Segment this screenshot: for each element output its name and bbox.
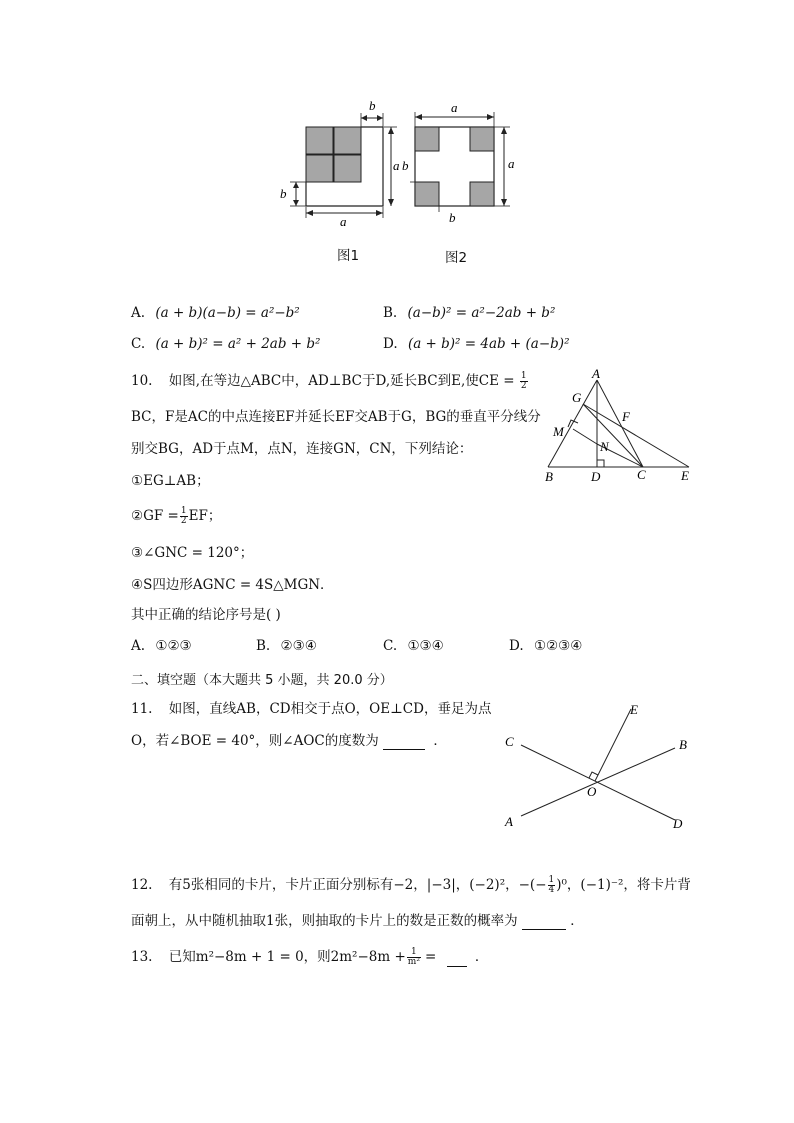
q12-answer-blank[interactable] xyxy=(522,915,566,930)
c2-post: EF； xyxy=(188,508,222,524)
q10-option-a[interactable] xyxy=(131,637,192,655)
q9-option-a[interactable] xyxy=(131,304,300,322)
q10-conclusion-3: ③∠GNC = 120°； xyxy=(131,545,254,561)
label-O: O xyxy=(587,784,597,799)
option-text: (a + b)² = 4ab + (a−b)² xyxy=(407,336,570,352)
q13-answer-blank[interactable] xyxy=(447,952,467,967)
q12-line1 xyxy=(131,876,691,895)
q10-number: 10. xyxy=(131,373,153,389)
q10-conclusion-4: ④S四边形AGNC = 4S△MGN． xyxy=(131,577,334,593)
q13-line-pre: 已知m²−8m + 1 = 0，则2m²−8m + xyxy=(168,949,406,965)
q12-line2-text: 面朝上，从中随机抽取1张，则抽取的卡片上的数是正数的概率为 xyxy=(131,913,518,929)
q11-line1 xyxy=(131,700,491,718)
q12-line1-post: )⁰，(−1)⁻²，将卡片背 xyxy=(556,877,691,893)
q13-line-end: ． xyxy=(474,949,489,965)
label-G: G xyxy=(572,390,582,405)
option-label: D. xyxy=(509,638,524,654)
q9-option-d[interactable] xyxy=(383,335,569,353)
option-label: D. xyxy=(383,336,398,352)
option-label: A. xyxy=(131,638,146,654)
q11-line2 xyxy=(131,732,447,750)
q10-line2: BC，F是AC的中点连接EF并延长EF交AB于G，BG的垂直平分线分 xyxy=(131,409,541,425)
q11-line2-text: O，若∠BOE = 40°，则∠AOC的度数为 xyxy=(131,733,379,749)
label-A: A xyxy=(505,814,513,829)
option-text: ②③④ xyxy=(280,638,317,654)
fig2-label-a-right: a xyxy=(508,156,515,171)
fig2-caption: 图2 xyxy=(445,250,468,266)
q10-option-c[interactable] xyxy=(383,637,444,655)
q13-line-post: = xyxy=(424,949,437,965)
fig2-label-a-top: a xyxy=(451,100,458,115)
label-A: A xyxy=(592,366,600,381)
label-B: B xyxy=(679,737,687,752)
option-text: ①③④ xyxy=(407,638,444,654)
q12-line2-end: ． xyxy=(570,913,584,929)
q12-fraction: $\frac{1}{4}$ xyxy=(548,875,555,895)
q10-line3: 别交BG，AD于点M，点N，连接GN，CN，下列结论： xyxy=(131,441,473,457)
q13-number: 13. xyxy=(131,949,153,965)
fig1-label-a-right: a xyxy=(393,158,400,173)
option-label: C. xyxy=(383,638,398,654)
option-label: B. xyxy=(256,638,271,654)
fig1-label-b-top: b xyxy=(369,98,376,113)
label-B: B xyxy=(545,469,553,484)
fig2-label-b-left: b xyxy=(402,158,409,173)
option-label: B. xyxy=(383,305,398,321)
q11-line1-text: 如图，直线AB，CD相交于点O，OE⊥CD，垂足为点 xyxy=(168,701,492,717)
c2-pre: ②GF = xyxy=(131,508,179,524)
q11-lines-figure xyxy=(495,698,695,833)
fig1-caption: 图1 xyxy=(337,248,360,264)
q11-line2-end: ． xyxy=(433,733,447,749)
option-text: (a + b)² = a² + 2ab + b² xyxy=(155,336,321,352)
option-text: ①②③ xyxy=(155,638,192,654)
option-text: (a−b)² = a²−2ab + b² xyxy=(407,305,556,321)
option-text: (a + b)(a−b) = a²−b² xyxy=(155,305,300,321)
q10-conclusion-2 xyxy=(131,507,221,526)
q10-triangle-figure xyxy=(535,365,700,485)
label-C: C xyxy=(505,734,514,749)
label-N: N xyxy=(600,439,609,454)
q10-ask: 其中正确的结论序号是( ) xyxy=(131,607,281,623)
q10-option-b[interactable] xyxy=(256,637,317,655)
fig1-label-b-left: b xyxy=(280,186,287,201)
q13-line xyxy=(131,948,488,967)
fig1-label-a-bottom: a xyxy=(340,214,347,229)
label-F: F xyxy=(622,409,630,424)
q10-conclusion-1: ①EG⊥AB； xyxy=(131,473,210,489)
option-text: ①②③④ xyxy=(533,638,583,654)
label-D: D xyxy=(673,816,683,831)
label-D: D xyxy=(591,469,601,484)
fig2-label-b-bottom: b xyxy=(449,210,456,225)
q12-line2 xyxy=(131,912,584,930)
label-C: C xyxy=(637,467,646,482)
section-2-title: 二、填空题（本大题共 5 小题，共 20.0 分） xyxy=(131,673,393,688)
figure-1 xyxy=(280,98,400,229)
q12-number: 12. xyxy=(131,877,153,893)
option-label: A. xyxy=(131,305,146,321)
option-label: C. xyxy=(131,336,146,352)
q9-option-c[interactable] xyxy=(131,335,320,353)
q11-answer-blank[interactable] xyxy=(383,735,425,750)
q10-fraction: $\frac{1}{2}$ xyxy=(520,371,527,391)
label-M: M xyxy=(553,424,564,439)
q10-line1 xyxy=(131,372,529,391)
square-figures xyxy=(270,90,540,270)
q10-line1-text: 如图,在等边△ABC中，AD⊥BC于D,延长BC到E,使CE = xyxy=(168,373,515,389)
label-E: E xyxy=(630,702,638,717)
c2-fraction: $\frac{1}{2}$ xyxy=(180,506,187,526)
q10-option-d[interactable] xyxy=(509,637,582,655)
figure-2 xyxy=(402,100,515,225)
q11-number: 11. xyxy=(131,701,153,717)
q9-option-b[interactable] xyxy=(383,304,555,322)
label-E: E xyxy=(681,468,689,483)
q12-line1-pre: 有5张相同的卡片，卡片正面分别标有−2，|−3|，(−2)²，−(− xyxy=(168,877,547,893)
q13-fraction: $\frac{1}{\text{m²}}$ xyxy=(407,947,420,967)
